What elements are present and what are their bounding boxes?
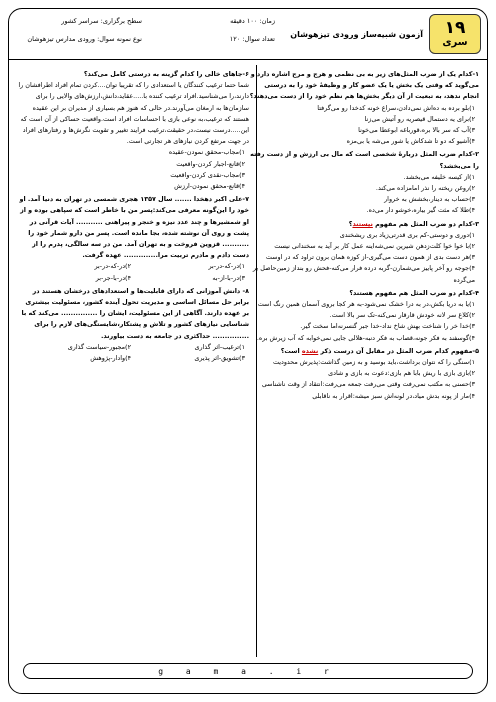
exam-meta: [15, 13, 275, 55]
answer-option[interactable]: [247, 103, 479, 114]
answer-option[interactable]: [247, 357, 479, 368]
answer-option[interactable]: [17, 159, 249, 170]
text-span: ۳)حسنی به مکتب نمی‌رفت وقتی می‌رفت جمعه می‌رفت:انتقاد از وقت ناشناسی: [261, 380, 475, 389]
emphasis-word: نیستند: [352, 219, 373, 228]
text-span: ۴)آشیو که دو تا شدکاش یا شور می‌شه یا بی‌مزه: [346, 137, 475, 146]
answer-option[interactable]: [247, 230, 479, 241]
answer-option[interactable]: ۱)در-که-در-بر: [208, 262, 245, 271]
exam-time: زمان: ۱۰۰ دقیقه: [230, 17, 275, 25]
answer-option[interactable]: [17, 170, 249, 181]
page-header: [9, 9, 487, 61]
answer-option[interactable]: [247, 310, 479, 321]
answer-option[interactable]: [247, 205, 479, 216]
text-span: ۲)قانع-اجبار کردن-واقعیت: [176, 159, 245, 168]
text-span: ۳)خدا خر را شناخت بهش شاخ نداد-خدا جبر گنسرنه‌اما سخت گیر.: [300, 322, 475, 331]
series-badge: [429, 14, 481, 54]
exam-question-count: تعداد سوال: ۱۲۰: [229, 35, 275, 43]
answer-option[interactable]: ۲)مجبور-سیاست گذاری: [67, 342, 131, 351]
site-footer: g a m a . i r: [23, 663, 473, 679]
answer-option[interactable]: [247, 183, 479, 194]
exam-banner: [276, 13, 481, 55]
text-span: ۸- دانش آموزانی که دارای قابلیت‌ها و استعدادهای درخشان هستند در برابر حل مسائل اساسی و مدیریت تحول آینده کشور، مسئولیت بیشتری بر عهده دارند. آگاهی از این مسئولیت، ایشان را ............... می‌کند که با شناسایی نیازهای کشور و تلاش و پشتکار،شایستگی‌های لازم را برای ............... حداکثری در جامعه به دست بیاورند.: [21, 286, 249, 340]
passage-text: [17, 80, 249, 147]
answer-option[interactable]: [247, 136, 479, 147]
question-text: [17, 69, 249, 80]
text-span: ۴)گوسفند به فکر جونه،قصاب به فکر دنبه-هلالی جایی نمی‌خوابه که آب زیرش بره.: [256, 333, 475, 342]
text-span: ۳)مجاب-نقدی کردن-واقعیت: [170, 170, 245, 179]
answer-option[interactable]: [17, 181, 249, 192]
header-divider: [9, 59, 487, 60]
question-text: [17, 286, 249, 342]
text-span: ۲)کلاغ سر لانه خودش قارقار نمی‌کنه-تک سر بالا است.: [329, 311, 475, 320]
question-text: [247, 149, 479, 171]
page-frame: [8, 8, 488, 694]
text-span: ۲)برای یه دستمال قیصریه رو آتیش می‌زنا: [364, 114, 475, 123]
exam-question-type: نوع نمونه سوال: ورودی مدارس تیزهوشان: [27, 35, 142, 43]
option-row: [17, 273, 249, 284]
text-span: ۱-کدام یک از ضرب المثل‌های زیر به بی نظمی و هرج و مرج اشاره دارد و می‌گوید که وقتی یک بخش یا یک عضو کار و وظیفهٔ خود را به درستی انجام ندهد، به تبعیت از آن دیگر بخش‌ها هم نظم خود را از دست می‌دهند؟: [249, 70, 479, 101]
emphasis-word: نشده: [301, 346, 319, 355]
text-span: ۴)مار از پونه بدش میاد،در لونه‌اش سبز میشه:اقرار به ناقابلی: [312, 391, 475, 400]
answer-option[interactable]: [247, 333, 479, 344]
answer-option[interactable]: [247, 125, 479, 136]
question-text: [247, 69, 479, 103]
question-text: [247, 346, 479, 357]
exam-level: سطح برگزاری: سراسر کشور: [61, 17, 142, 25]
text-span: ۱)مجاب-محقق نمودن-عقیده: [168, 148, 245, 157]
text-span: ۴-کدام دو ضرب المثل هم مفهوم هستند؟: [349, 288, 479, 297]
series-label: سری: [442, 37, 468, 48]
text-span: شما حتما ترغیب کنندگان یا استعدادی را که تقریبا توان....کردن تمام افراد اطرافشان را دارند،را می‌شناسید.افراد ترغیب کننده با.....عقاید،دانش،ارزش‌های والایی را برای سازمان‌ها به ارمغان می‌آورند.در حالی که هنوز هم بسیاری از مدیران بر این عقیده هستند که ترغیب،به نوعی بازی با احساسات افراد است.واقعیت حساکی از آن است که این.....درست نیست،در حقیقت،ترغیب فرایند تغییر و تقویت نگرش‌ها و رفتارهای افراد در جهت مرتفع کردن نیازهای هر تجارتی است.: [18, 81, 249, 146]
right-column: [247, 67, 479, 657]
answer-option[interactable]: ۲)در-که-در-بر: [94, 262, 131, 271]
column-divider: [256, 65, 257, 657]
question-text: [17, 194, 249, 261]
answer-option[interactable]: ۳)تشویق-اثر پذیری: [194, 354, 245, 363]
text-span: ۷-علی اکبر دهخدا ....... سال ۱۳۵۷ هجری شمسی در تهران به دنیا آمد. او خود را این‌گونه معرفی می‌کند:پسر من با خاطر است که سپاهی بوده و از او شمشیرها و چند عدد نیزه و خنجر و پیراهنی ........... آیات قرآنی در پشت و روی آن نوشته شده، بجا مانده است. پسر من دارو شمار خود را ........... قزوین فروخت و به تهران آمد. من در سه سالگی، پدرم را از دست دادم و مادرم تربیت مرا.............. عهده گرفت.: [19, 195, 249, 260]
question-text: [247, 219, 479, 230]
answer-option[interactable]: [247, 194, 479, 205]
answer-option[interactable]: [247, 114, 479, 125]
answer-option[interactable]: [247, 391, 479, 402]
text-span: ۴)قانع-محقق نمودن-ارزش: [174, 182, 245, 191]
text-span: ۱)از کیسه خلیفه می‌بخشد.: [403, 172, 475, 181]
answer-option[interactable]: ۱)ترغیب-اثر گذاری: [194, 342, 245, 351]
answer-option[interactable]: [247, 241, 479, 252]
answer-option[interactable]: ۴)وادار-پژوهش: [90, 354, 131, 363]
option-row: [17, 261, 249, 272]
question-text: [247, 288, 479, 299]
text-span: ۱)بلو برده به ده‌اش نمی‌دادن،سراغ خونه کدخدا رو می‌گرفتا: [317, 103, 475, 112]
text-span: ۴)جوجه رو آخر پاییز می‌شمارن-گربه درده فرار می‌کنه-فحش رو بنداز زمین‌حاصل بر می‌گرده: [252, 264, 475, 284]
text-span: ۳)آب که سر بالا بره،قورباغه ابوعطا می‌خونا: [358, 126, 475, 135]
text-span: ۲)بازی بازی با ریش بابا هم بازی:دعوت به بازی و شادی: [328, 369, 475, 378]
answer-option[interactable]: [247, 299, 479, 310]
text-span: ۵-مفهوم کدام ضرب المثل در مقابل آن درست ذکر: [320, 346, 479, 355]
text-span: ۲-کدام ضرب المثل دربارهٔ شخصی است که مال بی ارزش و از دست رفته را می‌بخشد؟: [250, 150, 479, 170]
text-tail: ؟: [348, 219, 353, 228]
text-span: ۳)حساب به دینار،بخشش به خروار: [384, 195, 475, 204]
answer-option[interactable]: [247, 263, 479, 285]
answer-option[interactable]: ۴)در-با-جر-بر: [95, 273, 131, 282]
text-span: ۳)هر دست بدی از همون دست می‌گیری-از کوزه همان برون تراود که در اوست: [265, 253, 475, 262]
text-span: ۲)روغن ریخته را نذر امامزاده می‌کند.: [375, 184, 475, 193]
series-number: ۱۹: [444, 18, 466, 38]
answer-option[interactable]: [247, 368, 479, 379]
text-span: ۶-جاهای خالی را کدام گزینه به درستی کامل می‌کند؟: [83, 70, 249, 78]
text-tail: است؟: [280, 346, 302, 355]
text-span: ۱)یا به دریا بکش،در به درا خشک نمی‌شود-به هر کجا بروی آسمان همین رنگ است: [257, 300, 475, 309]
answer-option[interactable]: [247, 379, 479, 390]
option-row: [17, 342, 249, 353]
answer-option[interactable]: ۳)در-با-از-به: [212, 273, 245, 282]
answer-option[interactable]: [17, 147, 249, 158]
option-row: [17, 353, 249, 364]
text-span: ۱)سنگی را که نتوان برداشت،باید بوسید و به زمین گذاشت:پذیرش محدودیت: [272, 358, 475, 367]
text-span: ۳-کدام دو ضرب المثل هم مفهوم: [375, 219, 479, 228]
left-column: [17, 67, 249, 657]
answer-option[interactable]: [247, 252, 479, 263]
text-span: ۴)طلا که مثت گیر بیاره،خوشو دار می‌ده.: [366, 206, 475, 215]
exam-title: آزمون شبیه‌ساز ورودی تیزهوشان: [290, 29, 423, 39]
text-span: ۲)با خوا خوا کلت‌زدهن شیرین نمی‌شه‌اینه عمل کار بر آید به سخندانی نیست: [274, 242, 475, 251]
answer-option[interactable]: [247, 172, 479, 183]
answer-option[interactable]: [247, 321, 479, 332]
text-span: ۱)دوری و دوستی-کم بری قدرتی‌زیاد بری ریشخندی: [339, 230, 475, 239]
